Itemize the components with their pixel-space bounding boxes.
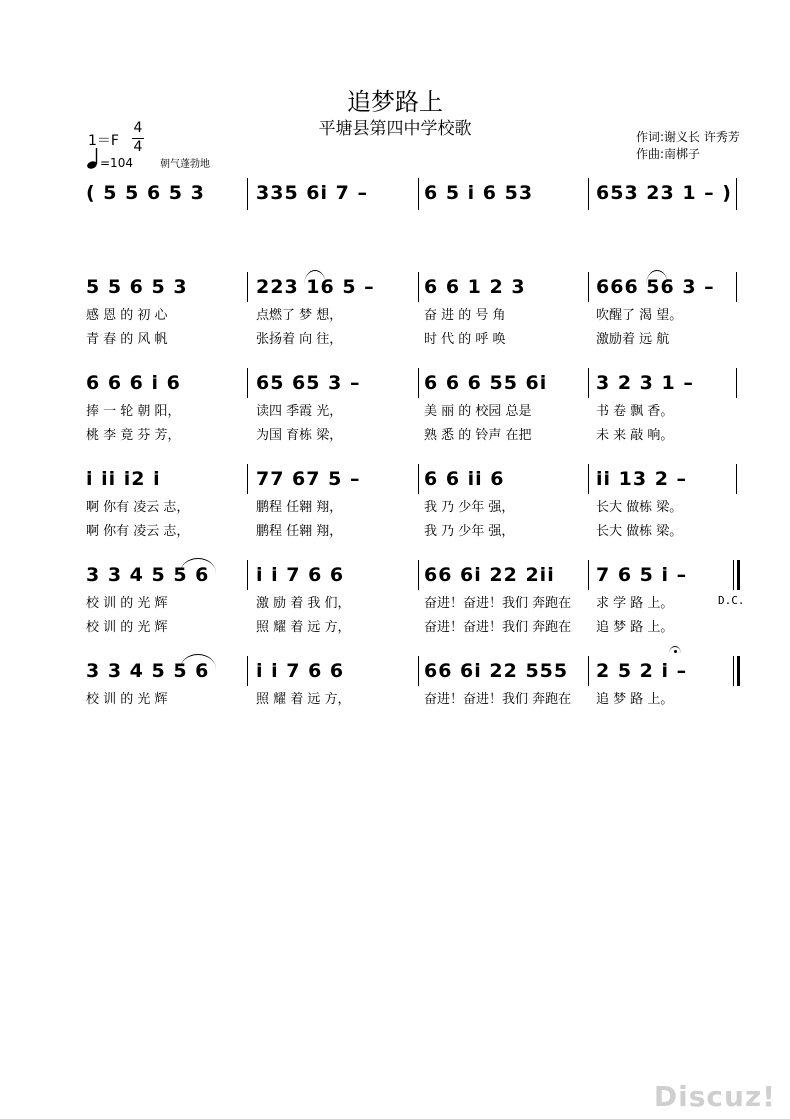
lyric-verse-1: 激 励 着 我 们，: [256, 596, 351, 611]
composer-credit: 作曲:南梆子: [636, 147, 701, 161]
measure: 77 67 5 –: [256, 468, 361, 490]
song-subtitle: 平塘县第四中学校歌: [318, 119, 472, 139]
barline: [736, 464, 737, 494]
measure: 223 16 5 –: [256, 276, 375, 298]
lyric-verse-1: 奋 进 的 号 角: [424, 308, 506, 323]
barline: [588, 560, 589, 590]
score-row-1: [0, 176, 790, 212]
lyric-verse-1: 校 训 的 光 辉: [86, 692, 168, 707]
lyric-verse-2: 时 代 的 呼 唤: [424, 332, 506, 347]
measure: 6 6 ii 6: [424, 468, 505, 490]
barline: [588, 178, 589, 210]
lyric-verse-1: 我 乃 少年 强，: [424, 500, 515, 515]
barline: [588, 272, 589, 302]
lyric-verse-2: 桃 李 竟 芬 芳，: [86, 428, 181, 443]
barline: [418, 272, 419, 302]
measure: 2 5 2 i –: [596, 660, 688, 682]
measure: ( 5 5 6 5 3: [86, 182, 205, 204]
lyric-verse-2: 未 来 敲 响。: [596, 428, 674, 443]
barline: [418, 464, 419, 494]
quarter-note-icon: [86, 146, 100, 170]
score-row-3: [0, 366, 790, 446]
measure: 653 23 1 – ): [596, 182, 732, 204]
lyric-verse-1: 长大 做栋 梁。: [596, 500, 683, 515]
lyric-verse-2: 为国 育栋 梁，: [256, 428, 343, 443]
lyric-verse-1: 追 梦 路 上。: [596, 692, 674, 707]
measure: i i 7 6 6: [256, 564, 345, 586]
lyric-verse-2: 校 训 的 光 辉: [86, 620, 168, 635]
measure: 3 2 3 1 –: [596, 372, 694, 394]
slur-mark: [180, 558, 216, 573]
barline: [736, 178, 737, 210]
tempo-marking: =104: [100, 156, 133, 170]
measure: 3 3 4 5 5 6: [86, 660, 210, 682]
lyric-verse-1: 啊 你有 凌云 志，: [86, 500, 190, 515]
barline: [418, 656, 419, 686]
lyric-verse-1: 照 耀 着 远 方，: [256, 692, 351, 707]
barline: [247, 656, 248, 686]
barline: [247, 464, 248, 494]
measure: 6 6 1 2 3: [424, 276, 526, 298]
lyric-verse-1: 校 训 的 光 辉: [86, 596, 168, 611]
lyric-verse-1: 点燃了 梦 想，: [256, 308, 343, 323]
lyric-verse-1: 读四 季霞 光，: [256, 404, 343, 419]
fermata-dot: [674, 650, 677, 653]
song-title: 追梦路上: [347, 88, 443, 116]
barline: [247, 272, 248, 302]
lyric-verse-2: 鹏程 任翱 翔，: [256, 524, 343, 539]
barline: [418, 178, 419, 210]
lyric-verse-2: 追 梦 路 上。: [596, 620, 674, 635]
lyric-verse-1: 捧 一 轮 朝 阳，: [86, 404, 181, 419]
lyric-verse-1: 奋进！奋进！我们 奔跑在: [424, 692, 572, 707]
final-barline: [737, 656, 740, 686]
lyric-verse-1: 美 丽 的 校园 总是: [424, 404, 532, 419]
expression-marking: 朝气蓬勃地: [160, 159, 210, 170]
lyric-verse-1: 奋进！奋进！我们 奔跑在: [424, 596, 572, 611]
barline: [733, 656, 734, 686]
barline: [736, 272, 737, 302]
measure: 66 6i 22 555: [424, 660, 569, 682]
lyric-verse-2: 激励着 远 航: [596, 332, 670, 347]
measure: 3 3 4 5 5 6: [86, 564, 210, 586]
barline: [247, 368, 248, 398]
barline: [418, 560, 419, 590]
measure: i ii i2 i: [86, 468, 161, 490]
barline: [588, 368, 589, 398]
watermark-logo: Discuz!: [653, 1080, 776, 1113]
lyric-verse-1: 求 学 路 上。: [596, 596, 674, 611]
measure: 7 6 5 i –: [596, 564, 688, 586]
lyric-verse-2: 照 耀 着 远 方，: [256, 620, 351, 635]
lyric-verse-1: 吹醒了 渴 望。: [596, 308, 683, 323]
lyric-verse-1: 书 卷 飘 香。: [596, 404, 674, 419]
slur-mark: [304, 270, 326, 285]
key-signature: 1＝F: [88, 133, 119, 149]
lyric-verse-1: 感 恩 的 初 心: [86, 308, 168, 323]
measure: 6 5 i 6 53: [424, 182, 534, 204]
score-row-6: [0, 654, 790, 710]
measure: ii 13 2 –: [596, 468, 688, 490]
lyric-verse-2: 奋进！奋进！我们 奔跑在: [424, 620, 572, 635]
slur-mark: [180, 654, 216, 669]
measure: 335 6i 7 –: [256, 182, 368, 204]
meter-top: 4: [133, 120, 143, 136]
lyricist-credit: 作词:谢义长 许秀芳: [636, 130, 740, 144]
score-row-2: [0, 270, 790, 350]
measure: i i 7 6 6: [256, 660, 345, 682]
final-barline: [737, 560, 740, 590]
barline: [588, 656, 589, 686]
measure: 6 6 6 55 6i: [424, 372, 548, 394]
measure: 5 5 6 5 3: [86, 276, 188, 298]
lyric-verse-2: 熟 悉 的 铃声 在把: [424, 428, 532, 443]
lyric-verse-2: 张扬着 向 往，: [256, 332, 343, 347]
lyric-verse-2: 长大 做栋 梁。: [596, 524, 683, 539]
lyric-verse-2: 青 春 的 风 帆: [86, 332, 168, 347]
barline: [736, 368, 737, 398]
measure: 6 6 6 i 6: [86, 372, 181, 394]
da-capo-mark: D.C.: [718, 594, 745, 607]
lyric-verse-2: 啊 你有 凌云 志，: [86, 524, 190, 539]
barline: [588, 464, 589, 494]
measure: 66 6i 22 2ii: [424, 564, 555, 586]
score-row-5: [0, 558, 790, 638]
score-row-4: [0, 462, 790, 542]
barline: [247, 560, 248, 590]
measure: 666 56 3 –: [596, 276, 715, 298]
barline: [247, 178, 248, 210]
lyric-verse-1: 鹏程 任翱 翔，: [256, 500, 343, 515]
meter-bottom: 4: [133, 139, 143, 155]
slur-mark: [646, 270, 668, 285]
measure: 65 65 3 –: [256, 372, 361, 394]
lyric-verse-2: 我 乃 少年 强，: [424, 524, 515, 539]
barline: [418, 368, 419, 398]
barline: [733, 560, 734, 590]
